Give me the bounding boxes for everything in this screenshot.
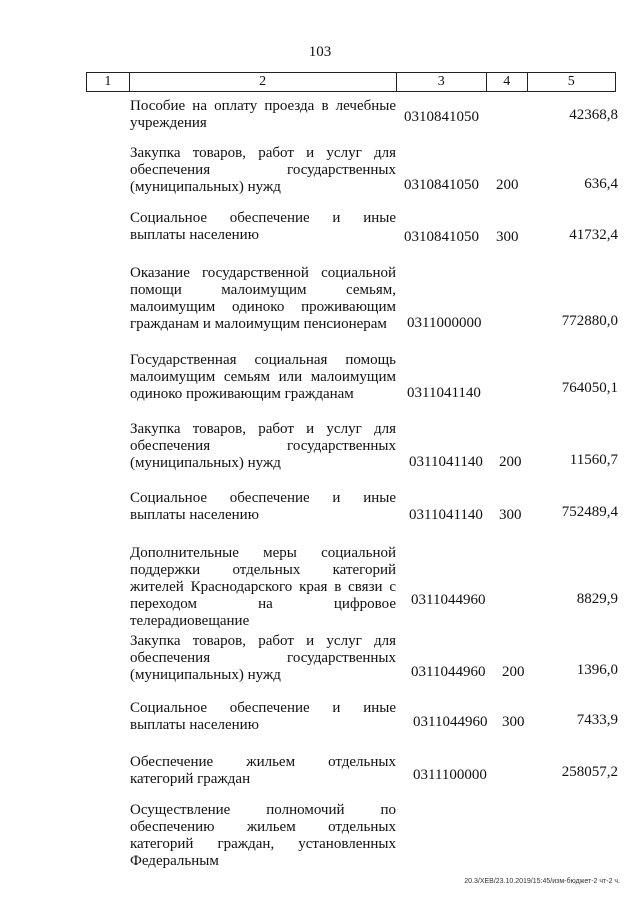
row-code: 0310841050 bbox=[404, 229, 479, 245]
row-amount: 42368,8 bbox=[569, 107, 618, 123]
row-name: Социальное обеспечение и иные выплаты населению bbox=[130, 210, 396, 243]
row-amount: 11560,7 bbox=[569, 452, 618, 468]
row-amount: 636,4 bbox=[584, 176, 618, 192]
row-name: Закупка товаров, работ и услуг для обеспечения государственных (муниципальных) нужд bbox=[130, 421, 396, 471]
row-name: Осуществление полномочий по обеспечению жильем отдельных категорий граждан, установленных Федеральным bbox=[130, 802, 396, 869]
row-code: 0311044960 bbox=[411, 664, 486, 680]
row-code: 0311041140 bbox=[407, 385, 481, 401]
row-code: 0311041140 bbox=[409, 454, 483, 470]
row-type: 300 bbox=[496, 229, 519, 245]
row-amount: 764050,1 bbox=[561, 380, 618, 396]
row-name: Социальное обеспечение и иные выплаты населению bbox=[130, 700, 396, 733]
row-amount: 7433,9 bbox=[576, 712, 618, 728]
footer-note: 20.3/ХЕВ/23.10.2019/15:45/изм-бюджет-2 чт-2 ч. bbox=[464, 878, 620, 885]
row-code: 0311100000 bbox=[413, 767, 487, 783]
row-code: 0311000000 bbox=[407, 315, 482, 331]
row-amount: 41732,4 bbox=[569, 227, 618, 243]
row-code: 0311041140 bbox=[409, 507, 483, 523]
row-amount: 752489,4 bbox=[561, 504, 618, 520]
column-header-3: 3 bbox=[396, 73, 486, 92]
page-number: 103 bbox=[308, 44, 332, 60]
row-type: 200 bbox=[502, 664, 525, 680]
column-header-4: 4 bbox=[486, 73, 527, 92]
row-name: Оказание государственной социальной помощи малоимущим семьям, малоимущим одиноко проживающим гражданам и малоимущим пенсионерам bbox=[130, 265, 396, 332]
row-name: Социальное обеспечение и иные выплаты населению bbox=[130, 490, 396, 523]
row-amount: 258057,2 bbox=[561, 764, 618, 780]
row-type: 200 bbox=[496, 177, 519, 193]
row-type: 300 bbox=[502, 714, 525, 730]
row-name: Пособие на оплату проезда в лечебные учреждения bbox=[130, 98, 396, 131]
column-header-5: 5 bbox=[527, 73, 615, 92]
row-name: Дополнительные меры социальной поддержки отдельных категорий жителей Краснодарского края в связи с переходом на цифровое телерадиовещание bbox=[130, 545, 396, 629]
row-amount: 772880,0 bbox=[561, 313, 618, 329]
column-header-2: 2 bbox=[129, 73, 396, 92]
row-name: Закупка товаров, работ и услуг для обеспечения государственных (муниципальных) нужд bbox=[130, 633, 396, 683]
row-type: 300 bbox=[499, 507, 522, 523]
row-code: 0310841050 bbox=[404, 177, 479, 193]
column-header-1: 1 bbox=[87, 73, 130, 92]
row-amount: 8829,9 bbox=[576, 591, 618, 607]
row-type: 200 bbox=[499, 454, 522, 470]
row-name: Закупка товаров, работ и услуг для обеспечения государственных (муниципальных) нужд bbox=[130, 145, 396, 195]
column-header-table bbox=[86, 72, 616, 92]
row-code: 0311044960 bbox=[413, 714, 488, 730]
row-code: 0311044960 bbox=[411, 592, 486, 608]
row-code: 0310841050 bbox=[404, 109, 479, 125]
row-name: Государственная социальная помощь малоимущим семьям или малоимущим одиноко проживающим гражданам bbox=[130, 352, 396, 402]
row-amount: 1396,0 bbox=[576, 662, 618, 678]
row-name: Обеспечение жильем отдельных категорий граждан bbox=[130, 754, 396, 787]
